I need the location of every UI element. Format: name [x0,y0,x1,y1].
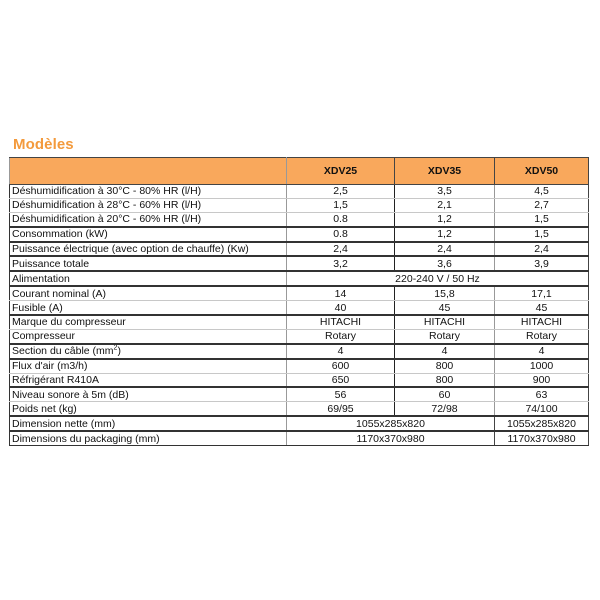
cell-xdv35: 2,4 [395,242,495,257]
cell-xdv50: 17,1 [495,286,589,300]
cell-xdv25: 40 [287,301,395,315]
cell-xdv25: 650 [287,373,395,387]
table-row [10,416,589,431]
row-label: Déshumidification à 30°C - 80% HR (l/H) [10,185,287,199]
cell-xdv50: 1000 [495,359,589,373]
row-label: Déshumidification à 20°C - 60% HR (l/H) [10,212,287,226]
table-row [10,198,589,212]
table-row [10,402,589,416]
cell-xdv35: HITACHI [395,315,495,329]
row-label: Réfrigérant R410A [10,373,287,387]
row-label: Alimentation [10,271,287,286]
column-header-xdv35: XDV35 [395,158,495,185]
cell-xdv25: 56 [287,387,395,401]
cell-xdv25: 3,2 [287,256,395,271]
table-row [10,242,589,257]
cell-xdv50: 74/100 [495,402,589,416]
cell-xdv35: 3,5 [395,185,495,199]
cell-xdv25: 1,5 [287,198,395,212]
cell-xdv35: Rotary [395,329,495,343]
cell-xdv35: 15,8 [395,286,495,300]
cell-xdv50: 1170x370x980 [495,431,589,445]
section-title: Modèles [13,136,74,153]
table-row [10,286,589,300]
cell-xdv50: 2,7 [495,198,589,212]
cell-xdv35: 4 [395,344,495,359]
table-row [10,271,589,286]
row-label: Consommation (kW) [10,227,287,242]
cell-xdv50: 63 [495,387,589,401]
table-row [10,256,589,271]
row-label-superscript: 2 [113,344,118,352]
table-row [10,185,589,199]
row-label: Dimension nette (mm) [10,416,287,431]
cell-xdv50: HITACHI [495,315,589,329]
cell-xdv50: 45 [495,301,589,315]
cell-xdv35: 60 [395,387,495,401]
row-label [10,344,287,359]
column-header-xdv25: XDV25 [287,158,395,185]
row-label: Flux d'air (m3/h) [10,359,287,373]
header-row [10,158,589,185]
row-label: Puissance électrique (avec option de chauffe) (Kw) [10,242,287,257]
cell-xdv35: 3,6 [395,256,495,271]
cell-xdv25: HITACHI [287,315,395,329]
row-label: Niveau sonore à 5m (dB) [10,387,287,401]
cell-merged-xdv25-xdv35: 1055x285x820 [287,416,495,431]
cell-xdv50: 900 [495,373,589,387]
cell-merged-alimentation: 220-240 V / 50 Hz [287,271,589,286]
cell-xdv50: 1,5 [495,212,589,226]
cell-xdv25: Rotary [287,329,395,343]
cell-xdv50: 3,9 [495,256,589,271]
cell-xdv35: 72/98 [395,402,495,416]
cell-xdv50: 4,5 [495,185,589,199]
cell-xdv25: 2,5 [287,185,395,199]
row-label: Dimensions du packaging (mm) [10,431,287,445]
cell-xdv35: 1,2 [395,227,495,242]
header-blank-cell [10,158,287,185]
cell-xdv35: 2,1 [395,198,495,212]
cell-xdv35: 1,2 [395,212,495,226]
row-label-suffix: ) [117,345,121,358]
row-label-text: Section du câble (mm [12,345,114,358]
cell-xdv50: 1055x285x820 [495,416,589,431]
cell-xdv50: Rotary [495,329,589,343]
cell-xdv25: 0.8 [287,212,395,226]
table-row [10,315,589,329]
table-row [10,212,589,226]
table-row [10,227,589,242]
cell-xdv25: 4 [287,344,395,359]
table-row [10,301,589,315]
cell-xdv50: 1,5 [495,227,589,242]
row-label: Marque du compresseur [10,315,287,329]
row-label: Puissance totale [10,256,287,271]
cell-xdv25: 2,4 [287,242,395,257]
cell-xdv25: 600 [287,359,395,373]
table-row [10,329,589,343]
cell-xdv35: 45 [395,301,495,315]
row-label: Compresseur [10,329,287,343]
table-row [10,431,589,445]
cell-xdv25: 0.8 [287,227,395,242]
row-label: Poids net (kg) [10,402,287,416]
cell-xdv25: 69/95 [287,402,395,416]
row-label: Courant nominal (A) [10,286,287,300]
cell-xdv25: 14 [287,286,395,300]
row-label: Fusible (A) [10,301,287,315]
table-row [10,387,589,401]
cell-xdv50: 2,4 [495,242,589,257]
table-row [10,344,589,359]
cell-xdv50: 4 [495,344,589,359]
table-row [10,373,589,387]
row-label: Déshumidification à 28°C - 60% HR (l/H) [10,198,287,212]
table-row [10,359,589,373]
column-header-xdv50: XDV50 [495,158,589,185]
cell-xdv35: 800 [395,373,495,387]
cell-merged-xdv25-xdv35: 1170x370x980 [287,431,495,445]
cell-xdv35: 800 [395,359,495,373]
specifications-table [9,157,589,446]
